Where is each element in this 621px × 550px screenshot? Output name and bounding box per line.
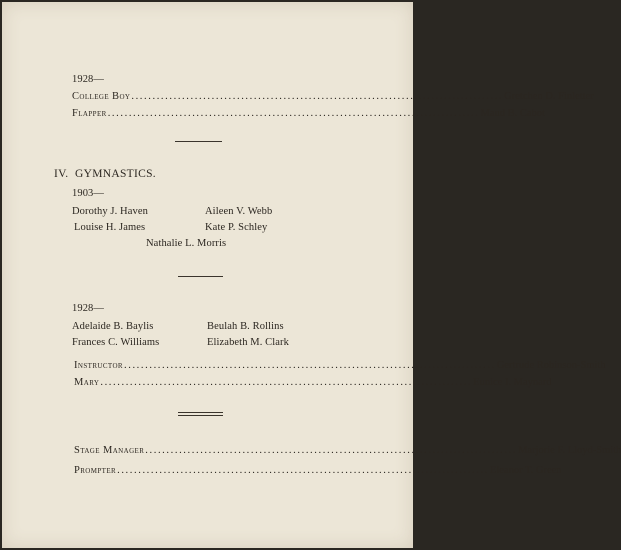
section-divider [175,141,222,142]
credit-row-prompter [74,465,562,477]
dot-leader: ........................................................................................ [107,108,480,119]
role-label: Flapper [72,108,107,119]
role-label: College Boy [72,91,131,102]
dot-leader: ........................................................................................ [124,360,496,371]
credit-row-stage-manager [74,445,621,457]
cast-row-instructor [74,360,606,372]
role-label: Stage Manager [74,445,145,456]
cast-row-college-boy [72,91,594,103]
dot-leader: ........................................................................................ [100,377,473,388]
double-divider-bottom [178,415,223,416]
performer-name: Nathalie L. Morris [146,238,227,249]
player-name: Maud B. Cabot [480,108,545,119]
section-divider [178,276,223,277]
player-name: Eunice I. Maynard [473,377,552,388]
performer-name: Louise H. James [74,222,146,233]
year-1928-label: 1928— [72,303,104,314]
performer-name: Adelaide B. Baylis [72,321,154,332]
performer-name: Aileen V. Webb [205,206,273,217]
cast-row-mary [74,377,552,389]
player-name: Marjorie F. Lloyd-Smith [518,445,621,456]
role-label: Mary [74,377,100,388]
performer-name: Beulah B. Rollins [207,321,284,332]
player-name: Gertrude Robinson-Smith [496,360,606,371]
performer-name: Frances C. Williams [72,337,160,348]
dot-leader: ........................................................................................ [145,445,518,456]
year-1928-label: 1928— [72,74,104,85]
section-title: GYMNASTICS. [75,168,156,180]
section-numeral: IV. [54,168,69,180]
role-label: Prompter [74,465,117,476]
performer-name: Kate P. Schley [205,222,268,233]
double-divider-top [178,412,223,413]
role-label: Instructor [74,360,123,371]
year-1903-label: 1903— [72,188,104,199]
player-name: Eleanor T. Green [489,465,562,476]
dot-leader: ........................................................................................ [117,465,489,476]
program-page [2,2,621,548]
dot-leader: ........................................................................................ [131,91,504,102]
performer-name: Elizabeth M. Clark [207,337,289,348]
player-name: Gretchen D. Finletter [504,91,594,102]
performer-name: Dorothy J. Haven [72,206,148,217]
cast-row-flapper [72,108,545,120]
